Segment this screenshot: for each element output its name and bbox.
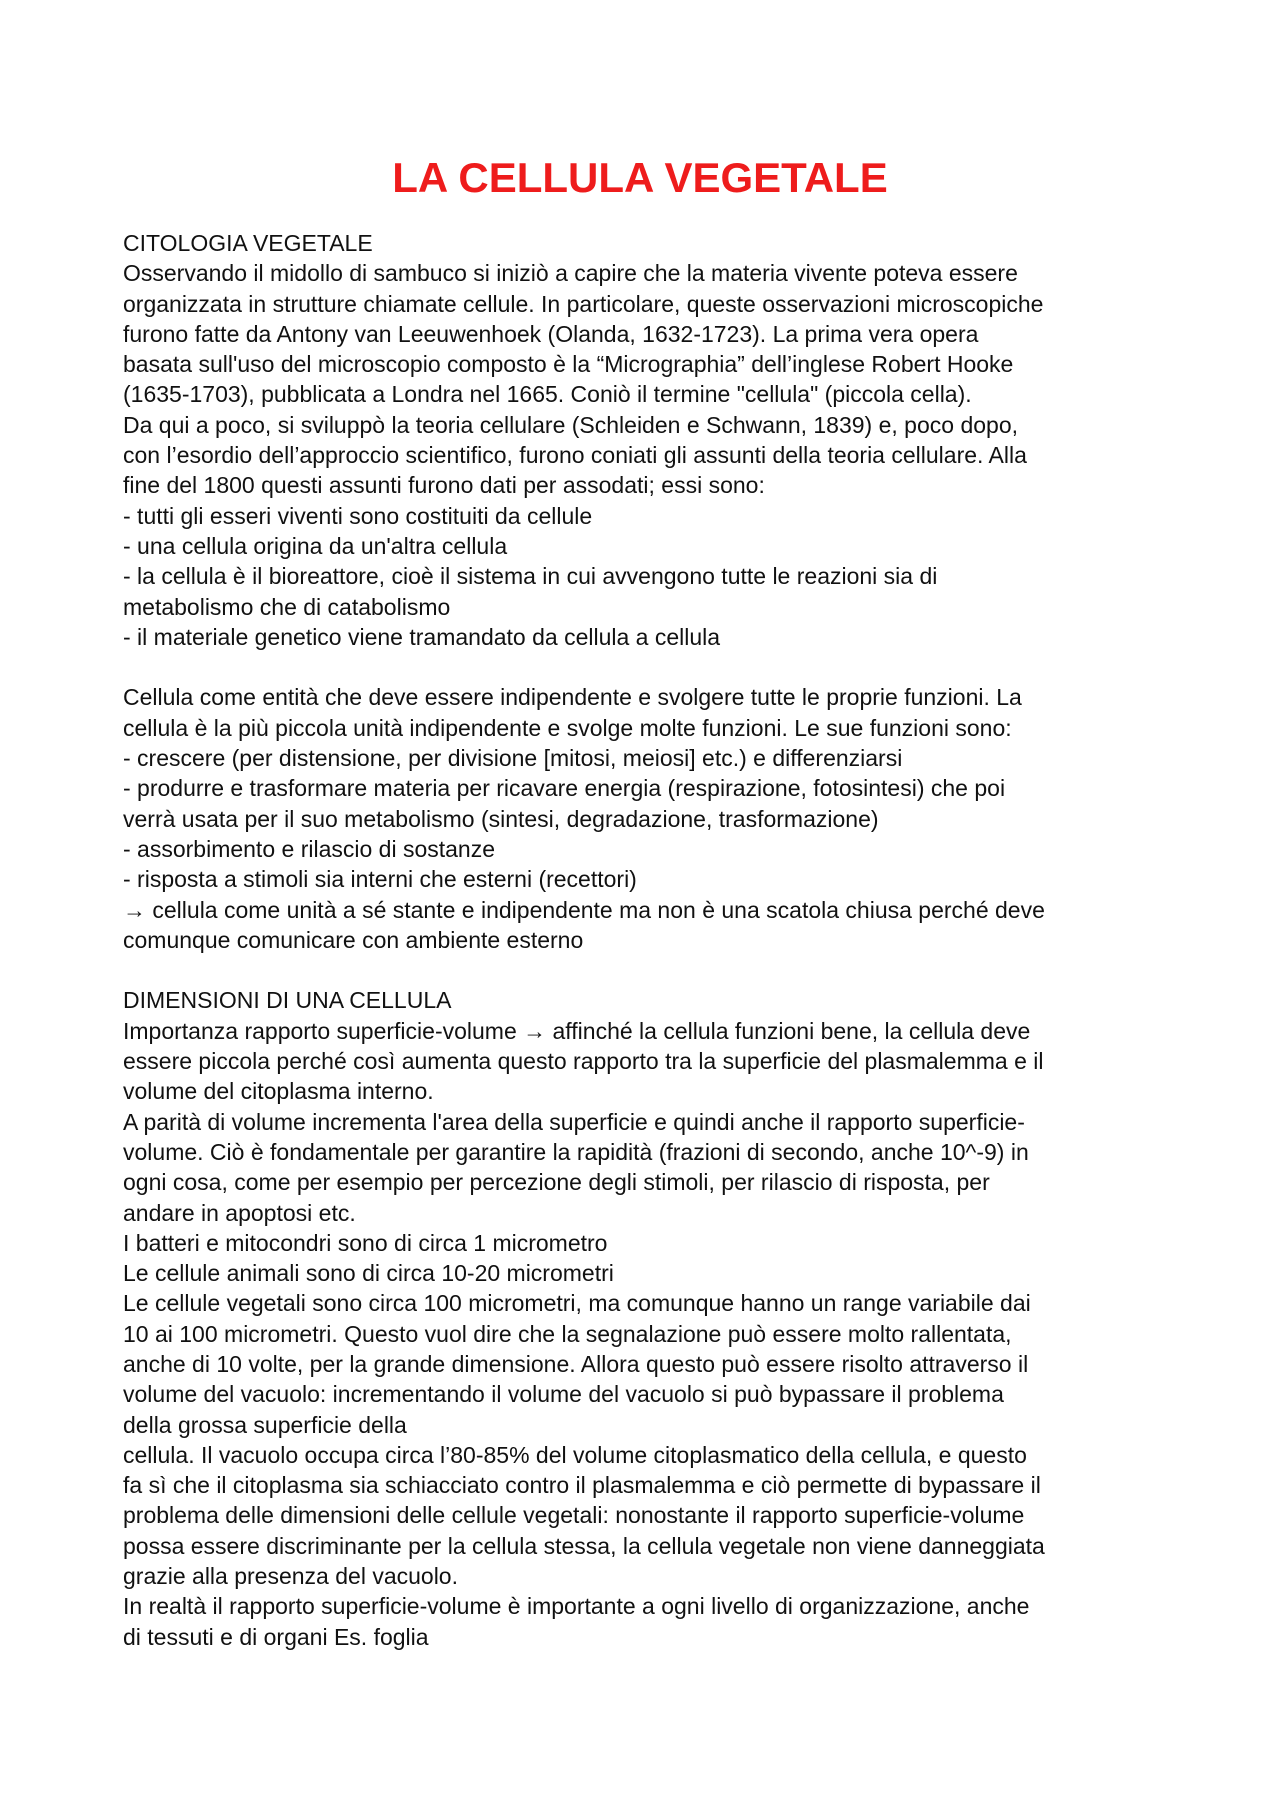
- text-line: anche di 10 volte, per la grande dimensione. Allora questo può essere risolto attraverso il: [123, 1350, 1029, 1377]
- arrow-line: → cellula come unità a sé stante e indipendente ma non è una scatola chiusa perché deve: [123, 896, 1045, 923]
- section-funzioni: [123, 682, 1163, 955]
- text-line: Cellula come entità che deve essere indipendente e svolgere tutte le proprie funzioni. La: [123, 684, 1022, 711]
- text-line: Osservando il midollo di sambuco si iniziò a capire che la materia vivente poteva essere: [123, 260, 1018, 287]
- text-line: metabolismo che di catabolismo: [123, 593, 451, 620]
- paragraph-gap: [123, 955, 1163, 985]
- text-line: fine del 1800 questi assunti furono dati per assodati; essi sono:: [123, 472, 765, 499]
- list-item: - produrre e trasformare materia per ricavare energia (respirazione, fotosintesi) che poi: [123, 775, 1006, 802]
- text-line: Le cellule animali sono di circa 10-20 micrometri: [123, 1260, 614, 1287]
- text-line: I batteri e mitocondri sono di circa 1 micrometro: [123, 1229, 608, 1256]
- text-line: organizzata in strutture chiamate cellule. In particolare, queste osservazioni microscopiche: [123, 290, 1044, 317]
- page-title: LA CELLULA VEGETALE: [392, 154, 888, 201]
- list-item: - la cellula è il bioreattore, cioè il sistema in cui avvengono tutte le reazioni sia di: [123, 563, 938, 590]
- text-line: Le cellule vegetali sono circa 100 micrometri, ma comunque hanno un range variabile dai: [123, 1290, 1031, 1317]
- text-line: con l’esordio dell’approccio scientifico, furono coniati gli assunti della teoria cellulare. Alla: [123, 442, 1027, 469]
- section-heading: DIMENSIONI DI UNA CELLULA: [123, 987, 452, 1014]
- text-line: volume del vacuolo: incrementando il volume del vacuolo si può bypassare il problema: [123, 1381, 1004, 1408]
- list-item: - crescere (per distensione, per divisione [mitosi, meiosi] etc.) e differenziarsi: [123, 745, 903, 772]
- text-line: problema delle dimensioni delle cellule vegetali: nonostante il rapporto superficie-volume: [123, 1502, 1025, 1529]
- text-line: grazie alla presenza del vacuolo.: [123, 1563, 458, 1590]
- text-line: volume del citoplasma interno.: [123, 1078, 434, 1105]
- document-body: [123, 228, 1163, 1652]
- text-line: volume. Ciò è fondamentale per garantire la rapidità (frazioni di secondo, anche 10^-9) in: [123, 1138, 1029, 1165]
- list-item: - il materiale genetico viene tramandato da cellula a cellula: [123, 623, 721, 650]
- text-line: Da qui a poco, si sviluppò la teoria cellulare (Schleiden e Schwann, 1839) e, poco dopo,: [123, 411, 1019, 438]
- text-line: essere piccola perché così aumenta questo rapporto tra la superficie del plasmalemma e il: [123, 1048, 1044, 1075]
- list-item: - tutti gli esseri viventi sono costituiti da cellule: [123, 502, 593, 529]
- section-dimensioni: [123, 985, 1163, 1652]
- text-line: 10 ai 100 micrometri. Questo vuol dire che la segnalazione può essere molto rallentata,: [123, 1320, 1012, 1347]
- text-line: ogni cosa, come per esempio per percezione degli stimoli, per rilascio di risposta, per: [123, 1169, 990, 1196]
- text-line: fa sì che il citoplasma sia schiacciato contro il plasmalemma e ciò permette di bypassare il: [123, 1472, 1041, 1499]
- list-item: - risposta a stimoli sia interni che esterni (recettori): [123, 866, 637, 893]
- text-line: andare in apoptosi etc.: [123, 1199, 356, 1226]
- text-line: comunque comunicare con ambiente esterno: [123, 926, 584, 953]
- text-line: A parità di volume incrementa l'area della superficie e quindi anche il rapporto superficie-: [123, 1108, 1025, 1135]
- text-line: (1635-1703), pubblicata a Londra nel 1665. Coniò il termine "cellula" (piccola cella).: [123, 381, 972, 408]
- section-heading: CITOLOGIA VEGETALE: [123, 230, 373, 256]
- text-line: In realtà il rapporto superficie-volume è importante a ogni livello di organizzazione, anche: [123, 1593, 1030, 1620]
- text-line: possa essere discriminante per la cellula stessa, la cellula vegetale non viene danneggiata: [123, 1532, 1045, 1559]
- text-line: di tessuti e di organi Es. foglia: [123, 1623, 429, 1650]
- list-item: - assorbimento e rilascio di sostanze: [123, 835, 495, 862]
- text-line: furono fatte da Antony van Leeuwenhoek (Olanda, 1632-1723). La prima vera opera: [123, 320, 979, 347]
- text-line: della grossa superficie della: [123, 1411, 407, 1438]
- text-line: cellula è la più piccola unità indipendente e svolge molte funzioni. Le sue funzioni sono:: [123, 714, 1012, 741]
- text-line: Importanza rapporto superficie-volume → affinché la cellula funzioni bene, la cellula deve: [123, 1017, 1031, 1044]
- paragraph-gap: [123, 652, 1163, 682]
- list-item: - una cellula origina da un'altra cellula: [123, 532, 508, 559]
- text-line: cellula. Il vacuolo occupa circa l’80-85% del volume citoplasmatico della cellula, e questo: [123, 1441, 1027, 1468]
- text-line: basata sull'uso del microscopio composto è la “Micrographia” dell’inglese Robert Hooke: [123, 351, 1014, 378]
- section-citologia: [123, 228, 1163, 652]
- text-line: verrà usata per il suo metabolismo (sintesi, degradazione, trasformazione): [123, 805, 879, 832]
